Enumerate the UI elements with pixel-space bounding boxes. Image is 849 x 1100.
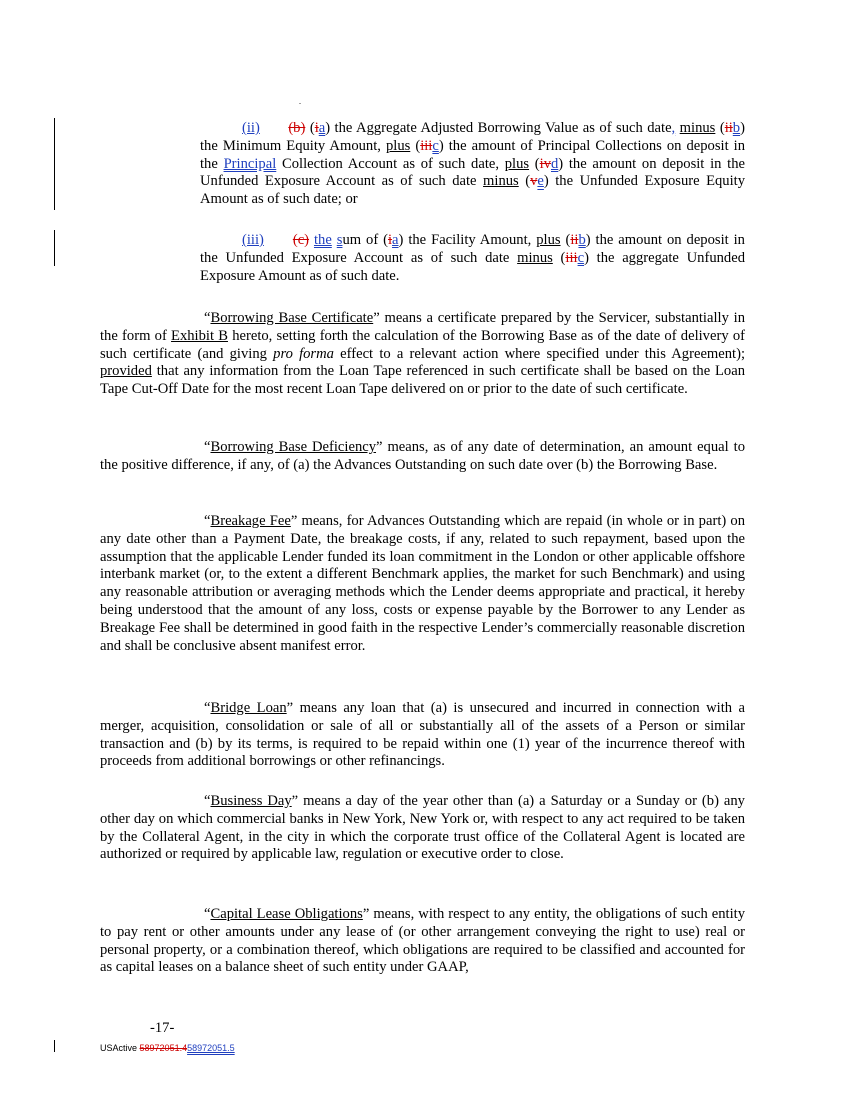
clause-ii-number: (ii) [242, 120, 260, 136]
change-bar [54, 1040, 55, 1052]
definition-breakage-fee: “Breakage Fee” means, for Advances Outstanding which are repaid (in whole or in part) on any date other than a Payment Date, the breakage costs, if any, related to such repayment, based upon the assumption that the applicable Lender funded its loan commitment in the London or other applicable offshore interbank market (or, to the extent a different Benchmark applies, the market for such Benchmark) and using any reasonable attribution or averaging methods which the Lender deems appropriate and practical, it hereby being understood that the amount of any loss, costs or expense payable by the Borrower to any Lender as Breakage Fee shall be determined in good faith in the respective Lender’s commercially reasonable discretion and shall be conclusive absent manifest error. [100, 513, 745, 654]
principal-insert: Principal [223, 155, 277, 172]
clause-iii: (iii) (c) the sum of (ia) the Facility Amount, plus (iib) the amount on deposit in the Unfunded Exposure Account as of such date minus (iiic) the aggregate Unfunded Exposure Amount as of such date. [200, 232, 745, 284]
definition-bridge-loan: “Bridge Loan” means any loan that (a) is unsecured and incurred in connection with a merger, acquisition, consolidation or sale of all or substantially all of the assets of a Person or similar transaction and (b) by its terms, is required to be repaid within one (1) year of the incurrence thereof with proceeds from additional borrowings or other refinancings. [100, 700, 745, 770]
clause-ii: (ii) (b) (ia) the Aggregate Adjusted Borrowing Value as of such date, minus (iib) the Minimum Equity Amount, plus (iiic) the amount of Principal Collections on deposit in the Principal Collection Account as of such date, plus (ivd) the amount on deposit in the Unfunded Exposure Account as of such date minus (ve) the Unfunded Exposure Equity Amount as of such date; or [200, 120, 746, 208]
change-bar [54, 230, 55, 266]
change-bar [54, 118, 55, 210]
page-number: -17- [150, 1020, 175, 1036]
defined-term: Borrowing Base Deficiency [210, 439, 377, 455]
defined-term: Breakage Fee [210, 513, 291, 529]
defined-term: Business Day [210, 793, 292, 809]
definition-borrowing-base-certificate: “Borrowing Base Certificate” means a certificate prepared by the Servicer, substantially in the form of Exhibit B hereto, setting forth the calculation of the Borrowing Base as of the date of delivery of such certificate (and giving pro forma effect to a relevant action where specified under this Agreement); provided that any information from the Loan Tape referenced in such certificate shall be based on the Loan Tape Cut-Off Date for the most recent Loan Tape delivered on or prior to the date of such certificate. [100, 310, 746, 398]
definition-business-day: “Business Day” means a day of the year other than (a) a Saturday or a Sunday or (b) any other day on which commercial banks in New York, New York or, with respect to any act required to be taken by the Collateral Agent, in the city in which the corporate trust office of the Collateral Agent is located are authorized or required by applicable law, regulation or executive order to close. [100, 793, 745, 863]
defined-term: Borrowing Base Certificate [210, 310, 374, 326]
document-id: USActive 58972051.458972051.5 [100, 1043, 235, 1053]
defined-term: Bridge Loan [210, 700, 287, 716]
clause-iii-number: (iii) [242, 232, 264, 248]
definition-borrowing-base-deficiency: “Borrowing Base Deficiency” means, as of any date of determination, an amount equal to the positive difference, if any, of (a) the Advances Outstanding on such date over (b) the Borrowing Base. [100, 439, 745, 473]
defined-term: Capital Lease Obligations [210, 906, 363, 922]
definition-capital-lease-obligations: “Capital Lease Obligations” means, with respect to any entity, the obligations of such entity to pay rent or other amounts under any lease of (or other arrangement conveying the right to use) real or personal property, or a combination thereof, which obligations are required to be classified and accounted for as capital leases on a balance sheet of such entity under GAAP, [100, 906, 746, 976]
stray-dot: . [299, 97, 301, 106]
